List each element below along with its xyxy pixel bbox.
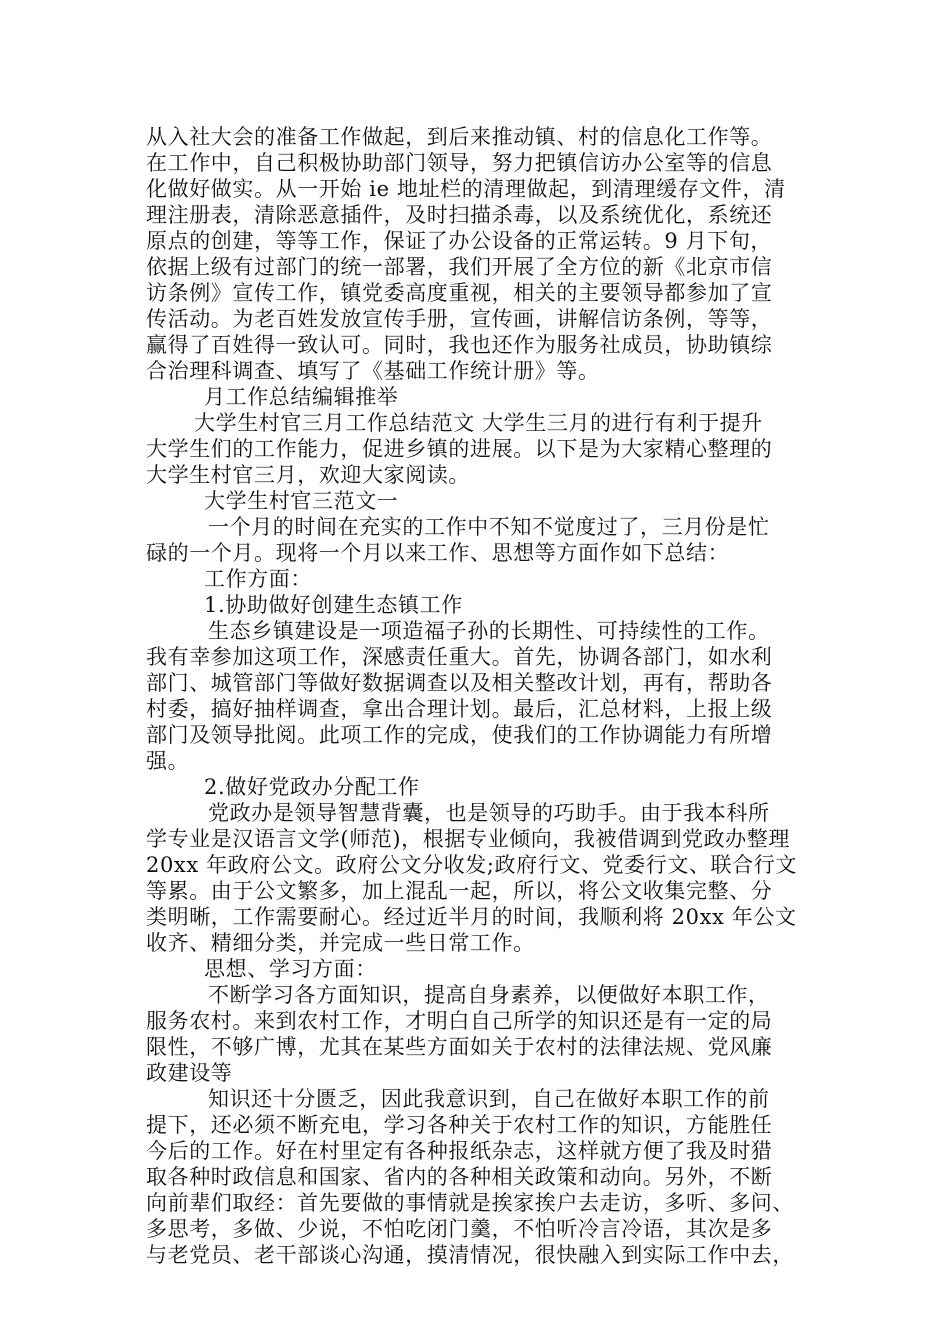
text-line: 村委，搞好抽样调查，拿出合理计划。最后，汇总材料，上报上级 — [146, 697, 773, 721]
text-line: 取各种时政信息和国家、省内的各种相关政策和动向。另外，不断 — [146, 1165, 773, 1189]
text-line: 收齐、精细分类，并完成一些日常工作。 — [146, 931, 535, 955]
text-line: 理注册表，清除恶意插件，及时扫描杀毒，以及系统优化，系统还 — [146, 203, 773, 227]
text-line: 一个月的时间在充实的工作中不知不觉度过了，三月份是忙 — [208, 515, 770, 539]
text-line: 政建设等 — [146, 1061, 233, 1085]
text-line: 原点的创建，等等工作，保证了办公设备的正常运转。9 月下旬， — [146, 229, 773, 253]
text-line: 在工作中，自己积极协助部门领导，努力把镇信访办公室等的信息 — [146, 151, 773, 175]
text-line: 碌的一个月。现将一个月以来工作、思想等方面作如下总结： — [146, 541, 730, 565]
text-line: 提下，还必须不断充电，学习各种关于农村工作的知识，方能胜任 — [146, 1113, 773, 1137]
text-line: 化做好做实。从一开始 ie 地址栏的清理做起，到清理缓存文件，清 — [146, 177, 786, 201]
text-line: 多思考，多做、少说，不怕吃闭门羹，不怕听冷言冷语，其次是多 — [146, 1217, 773, 1241]
text-line: 向前辈们取经：首先要做的事情就是挨家挨户去走访，多听、多问、 — [146, 1191, 794, 1215]
text-line: 等累。由于公文繁多，加上混乱一起，所以，将公文收集完整、分 — [146, 879, 773, 903]
text-line: 部门及领导批阅。此项工作的完成，使我们的工作协调能力有所增 — [146, 723, 773, 747]
text-line: 合治理科调查、填写了《基础工作统计册》等。 — [146, 359, 600, 383]
text-line: 大学生村官三月，欢迎大家阅读。 — [146, 463, 470, 487]
section-heading: 月工作总结编辑推举 — [204, 385, 399, 409]
text-line: 依据上级有过部门的统一部署，我们开展了全方位的新《北京市信 — [146, 255, 773, 279]
text-line: 20xx 年政府公文。政府公文分收发;政府行文、党委行文、联合行文 — [146, 853, 797, 877]
text-line: 服务农村。来到农村工作，才明白自己所学的知识还是有一定的局 — [146, 1009, 773, 1033]
text-line: 部门、城管部门等做好数据调查以及相关整改计划，再有，帮助各 — [146, 671, 773, 695]
text-line: 知识还十分匮乏，因此我意识到，自己在做好本职工作的前 — [208, 1087, 770, 1111]
text-line: 大学生们的工作能力，促进乡镇的进展。以下是为大家精心整理的 — [146, 437, 773, 461]
text-line: 大学生村官三月工作总结范文 大学生三月的进行有利于提升 — [194, 411, 763, 435]
text-line: 限性，不够广博，尤其在某些方面如关于农村的法律法规、党风廉 — [146, 1035, 773, 1059]
text-line: 从入社大会的准备工作做起，到后来推动镇、村的信息化工作等。 — [146, 125, 773, 149]
document-body — [146, 124, 810, 1268]
text-line: 与老党员、老干部谈心沟通，摸清情况，很快融入到实际工作中去， — [146, 1243, 794, 1267]
section-heading: 思想、学习方面： — [204, 957, 377, 981]
section-heading: 工作方面： — [204, 567, 312, 591]
text-line: 赢得了百姓得一致认可。同时，我也还作为服务社成员，协助镇综 — [146, 333, 773, 357]
text-line: 今后的工作。好在村里定有各种报纸杂志，这样就方便了我及时猎 — [146, 1139, 773, 1163]
text-line: 强。 — [146, 749, 190, 773]
text-line: 党政办是领导智慧背囊，也是领导的巧助手。由于我本科所 — [208, 801, 770, 825]
text-line: 传活动。为老百姓发放宣传手册，宣传画，讲解信访条例，等等， — [146, 307, 773, 331]
section-heading: 大学生村官三范文一 — [204, 489, 399, 513]
text-line: 我有幸参加这项工作，深感责任重大。首先，协调各部门，如水利 — [146, 645, 773, 669]
text-line: 生态乡镇建设是一项造福子孙的长期性、可持续性的工作。 — [208, 619, 770, 643]
section-heading: 2.做好党政办分配工作 — [204, 775, 420, 799]
text-line: 不断学习各方面知识，提高自身素养，以便做好本职工作， — [208, 983, 770, 1007]
text-line: 类明晰，工作需要耐心。经过近半月的时间，我顺利将 20xx 年公文 — [146, 905, 797, 929]
text-line: 学专业是汉语言文学(师范)，根据专业倾向，我被借调到党政办整理 — [146, 827, 790, 851]
text-line: 访条例》宣传工作，镇党委高度重视，相关的主要领导都参加了宣 — [146, 281, 773, 305]
section-heading: 1.协助做好创建生态镇工作 — [204, 593, 463, 617]
